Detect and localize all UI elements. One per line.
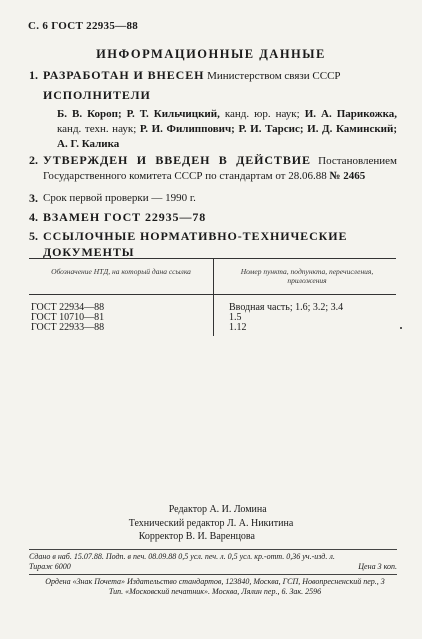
print-speck [400, 327, 402, 329]
column-header-document: Обозначение НТД, на который дана ссылка [51, 267, 191, 276]
publisher-footer [29, 577, 401, 597]
performer-name: Р. И. Тарсис; [238, 123, 304, 135]
table-cell-reference: 1.12 [229, 322, 247, 333]
editor-line: Редактор А. И. Ломина [168, 504, 267, 515]
imprint-run: Тираж 6000 [29, 562, 71, 571]
table-cell-document: ГОСТ 22933—88 [31, 322, 105, 333]
imprint-line-1: Сдано в наб. 15.07.88. Подп. в печ. 08.09.88 0,5 усл. печ. л. 0,5 усл. кр.-отт. 0,36 уч.-изд. л. [29, 552, 335, 561]
decree-number: № 2465 [329, 170, 366, 182]
editors-block [0, 503, 422, 544]
performer-name: Р. И. Филиппович; [139, 123, 235, 135]
item-heading: РАЗРАБОТАН И ВНЕСЕН [43, 68, 205, 82]
item-number: 2. [29, 153, 38, 167]
table-column-divider [213, 258, 214, 336]
performer-name: И. Д. Каминский; [307, 123, 398, 135]
item-number: 5. [29, 229, 38, 243]
performer-title: канд. юр. наук; [224, 108, 300, 120]
table-cell-reference: 1.5 [229, 312, 242, 323]
performer-name: Б. В. Короп; [57, 108, 122, 120]
performer-name: И. А. Парикожка, [304, 108, 398, 120]
item-number: 3. [29, 191, 38, 205]
item-references [29, 229, 397, 261]
item-heading: ССЫЛОЧНЫЕ НОРМАТИВНО-ТЕХНИЧЕСКИЕ ДОКУМЕНТЫ [43, 229, 348, 259]
corrector-line: Корректор В. И. Варенцова [138, 531, 255, 542]
publisher-line: Ордена «Знак Почета» Издательство стандартов, 123840, Москва, ГСП, Новопресненский пер., 3 [45, 577, 385, 586]
item-replaces [29, 210, 397, 226]
item-review [29, 191, 397, 206]
item-approved [29, 153, 397, 184]
table-cell-reference: Вводная часть; 1.6; 3.2; 3.4 [229, 302, 344, 313]
imprint-line-2 [29, 562, 397, 572]
tech-editor-line: Технический редактор Л. А. Никитина [128, 517, 294, 529]
page-header: С. 6 ГОСТ 22935—88 [28, 20, 139, 32]
imprint-block [29, 552, 397, 572]
performer-name: А. Г. Калика [57, 138, 120, 150]
table-cell-document: ГОСТ 22934—88 [31, 302, 105, 313]
item-developed [29, 68, 397, 104]
performer-title: канд. техн. наук; [57, 123, 137, 135]
imprint-price: Цена 3 коп. [358, 562, 397, 571]
item-number: 4. [29, 210, 38, 224]
item-text: Срок первой проверки — 1990 г. [43, 192, 196, 204]
performer-name: Р. Т. Кильчицкий, [126, 108, 220, 120]
performers-heading: ИСПОЛНИТЕЛИ [43, 88, 151, 102]
section-title: ИНФОРМАЦИОННЫЕ ДАННЫЕ [96, 47, 326, 61]
performers-list [57, 107, 397, 152]
printer-line: Тип. «Московский печатник». Москва, Лялин пер., 6. Зак. 2596 [108, 587, 322, 596]
item-text: Постановлением Государственного комитета СССР по стандартам от 28.06.88 [43, 155, 397, 182]
imprint-top-rule [29, 549, 397, 550]
item-heading: УТВЕРЖДЕН И ВВЕДЕН В ДЕЙСТВИЕ [43, 153, 311, 167]
item-text: Министерством связи СССР [207, 70, 341, 82]
imprint-bottom-rule [29, 574, 397, 575]
item-number: 1. [29, 68, 38, 82]
table-cell-document: ГОСТ 10710—81 [31, 312, 105, 323]
item-heading: ВЗАМЕН ГОСТ 22935—78 [43, 210, 207, 224]
column-header-reference: Номер пункта, подпункта, перечисления, приложения [240, 267, 374, 285]
